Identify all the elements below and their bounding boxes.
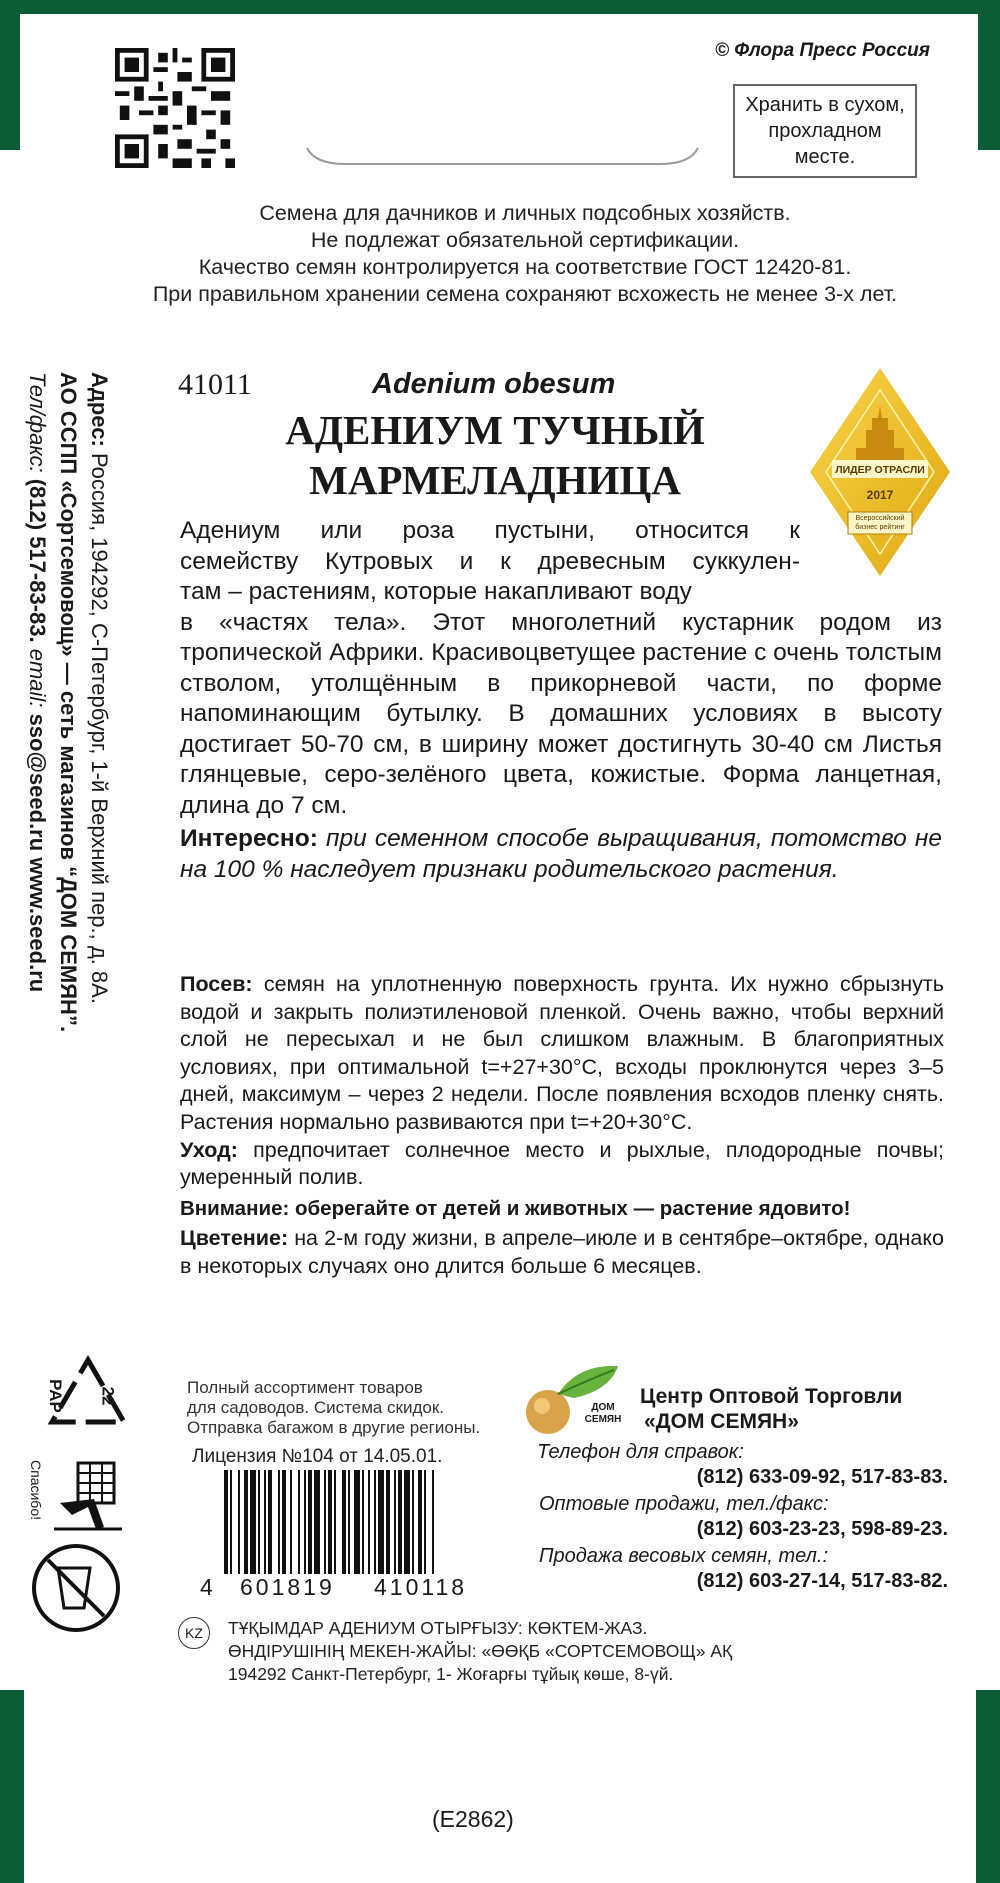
description-line-1: Адениум или роза пустыни, относится к [180,517,800,544]
sowing: Посев: семян на уплотненную поверхность грунта. Их нужно сбрызнуть водой и закрыть полиэтиленовой пленкой. Очень важно, чтобы верхний слой не пересыхал и не был слишком влажным. В благоприятных условиях, при оптимальной t=+27+30°С, всходы проклюнутся через 3–5 дней, максимум – через 2 недели. После появления всходов пленку снять. Растения нормально развиваются при t=+20+30°С. [180,972,944,1134]
bottom-left-green-edge [0,1690,24,1883]
dom-semyan-logo [518,1360,628,1440]
logo-text: ДОМ СЕМЯН [584,1402,622,1425]
side-company: АО ССПП «Сортсемовощ» — сеть магазинов “ДОМ СЕМЯН”. [56,372,81,1033]
top-right-green-edge [978,0,1000,150]
no-plastic-icon [28,1540,124,1636]
wholesale-phones: (812) 603-23-23, 598-89-23. [696,1518,948,1540]
decorative-swoosh [305,140,700,170]
recycle-triangle-icon [26,1352,136,1442]
badge-year: 2017 [866,488,894,502]
kz-badge: KZ [178,1617,210,1649]
side-contacts: Тел/факс: (812) 517-83-83. email: sso@seed.ru www.seed.ru [25,372,50,993]
care: Уход: предпочитает солнечное место и рыхлые, плодородные почвы; умеренный полив. [180,1137,944,1190]
assortment-info: Полный ассортимент товаров для садоводов. Система скидок. Отправка багажом в другие регионы. [187,1378,481,1437]
qr-code [115,48,235,168]
product-batch-code: (E2862) [432,1806,514,1832]
trash-bin-icon [48,1455,128,1535]
care-instructions [180,971,944,1281]
bottom-right-green-edge [976,1690,1000,1883]
license: Лицензия №104 от 14.05.01. [192,1446,443,1467]
barcode-group-1: 601819 [240,1574,335,1600]
seed-leaf-icon [518,1360,628,1440]
blooming: Цветение: на 2-м году жизни, в апреле–июле и в сентябре–октябре, однако в некоторых случаях оно длится больше 6 месяцев. [180,1226,944,1278]
info-label: Телефон для справок: [537,1441,744,1463]
warning: Внимание: оберегайте от детей и животных — растение ядовито! [180,1196,851,1220]
barcode [222,1470,506,1576]
info-phones: (812) 633-09-92, 517-83-83. [696,1466,948,1488]
contact-phones [530,1440,948,1594]
barcode-group-2: 410118 [374,1574,468,1600]
disclaimer: Семена для дачников и личных подсобных хозяйств. Не подлежат обязательной сертификации. Качество семян контролируется на соответствие ГОСТ 12420-81. При правильном хранении семена сохраняют всхожесть не менее 3-х лет. [152,201,898,306]
wholesale-label: Оптовые продажи, тел./факс: [539,1493,829,1515]
weight-label: Продажа весовых семян, тел.: [539,1545,829,1567]
pap-recycle-icon [26,1352,136,1442]
description-line-2: семейству Кутровых и к древесным суккулен- [180,547,800,575]
pap-label: PAP [45,1379,65,1413]
barcode-first-digit: 4 [200,1574,213,1600]
storage-box: Хранить в сухом, прохладном месте. [733,84,917,178]
top-left-green-edge [0,0,20,150]
badge-subtitle: Всероссийский бизнес рейтинг [855,515,905,531]
product-code: 41011 [178,368,252,401]
product-name: АДЕНИУМ ТУЧНЫЙ МАРМЕЛАДНИЦА [285,407,705,503]
description [180,516,942,885]
pap-number: 22 [98,1386,118,1406]
badge-title: ЛИДЕР ОТРАСЛИ [835,464,925,476]
kz-info: ТҰҚЫМДАР АДЕНИУМ ОТЫРҒЫЗУ: КӨКТЕМ-ЖАЗ. ӨНДІРУШІНІҢ МЕКЕН-ЖАЙЫ: «ӨӨҚБ «СОРТСЕМОВОЩ» АҚ 194292 Санкт-Петербург, 1- Жоғарғы тұйық көше, 8-үй. [228,1618,733,1684]
top-green-band [0,0,1000,14]
description-body: в «частях тела». Этот многолетний кустарник родом из тропической Африки. Красивоцветущее растение с очень толстым стволом, утолщённым в прикорневой части, по форме напоминающим бутылку. В домашних условиях в высоту достигает 50-70 см, в ширину может достигнуть 30-40 см Листья глянцевые, серо-зелёного цвета, кожистые. Форма ланцетная, длина до 7 см. [180,608,942,819]
latin-name: Adenium obesum [372,368,616,400]
copyright: © Флора Пресс Россия [715,40,930,61]
interesting-note: Интересно: при семенном способе выращивания, потомство не на 100 % наследует признаки родительского растения. [180,825,942,883]
side-address: Адрес: Россия, 194292, С-Петербург, 1-й Верхний пер., д. 8А. [87,372,112,1004]
wholesale-center-title: Центр Оптовой Торговли «ДОМ СЕМЯН» [640,1385,903,1433]
thanks-text: Спасибо! [28,1460,44,1520]
weight-phones: (812) 603-27-14, 517-83-82. [696,1570,948,1592]
description-line-3: там – растениям, которые накапливают воду [180,578,692,605]
